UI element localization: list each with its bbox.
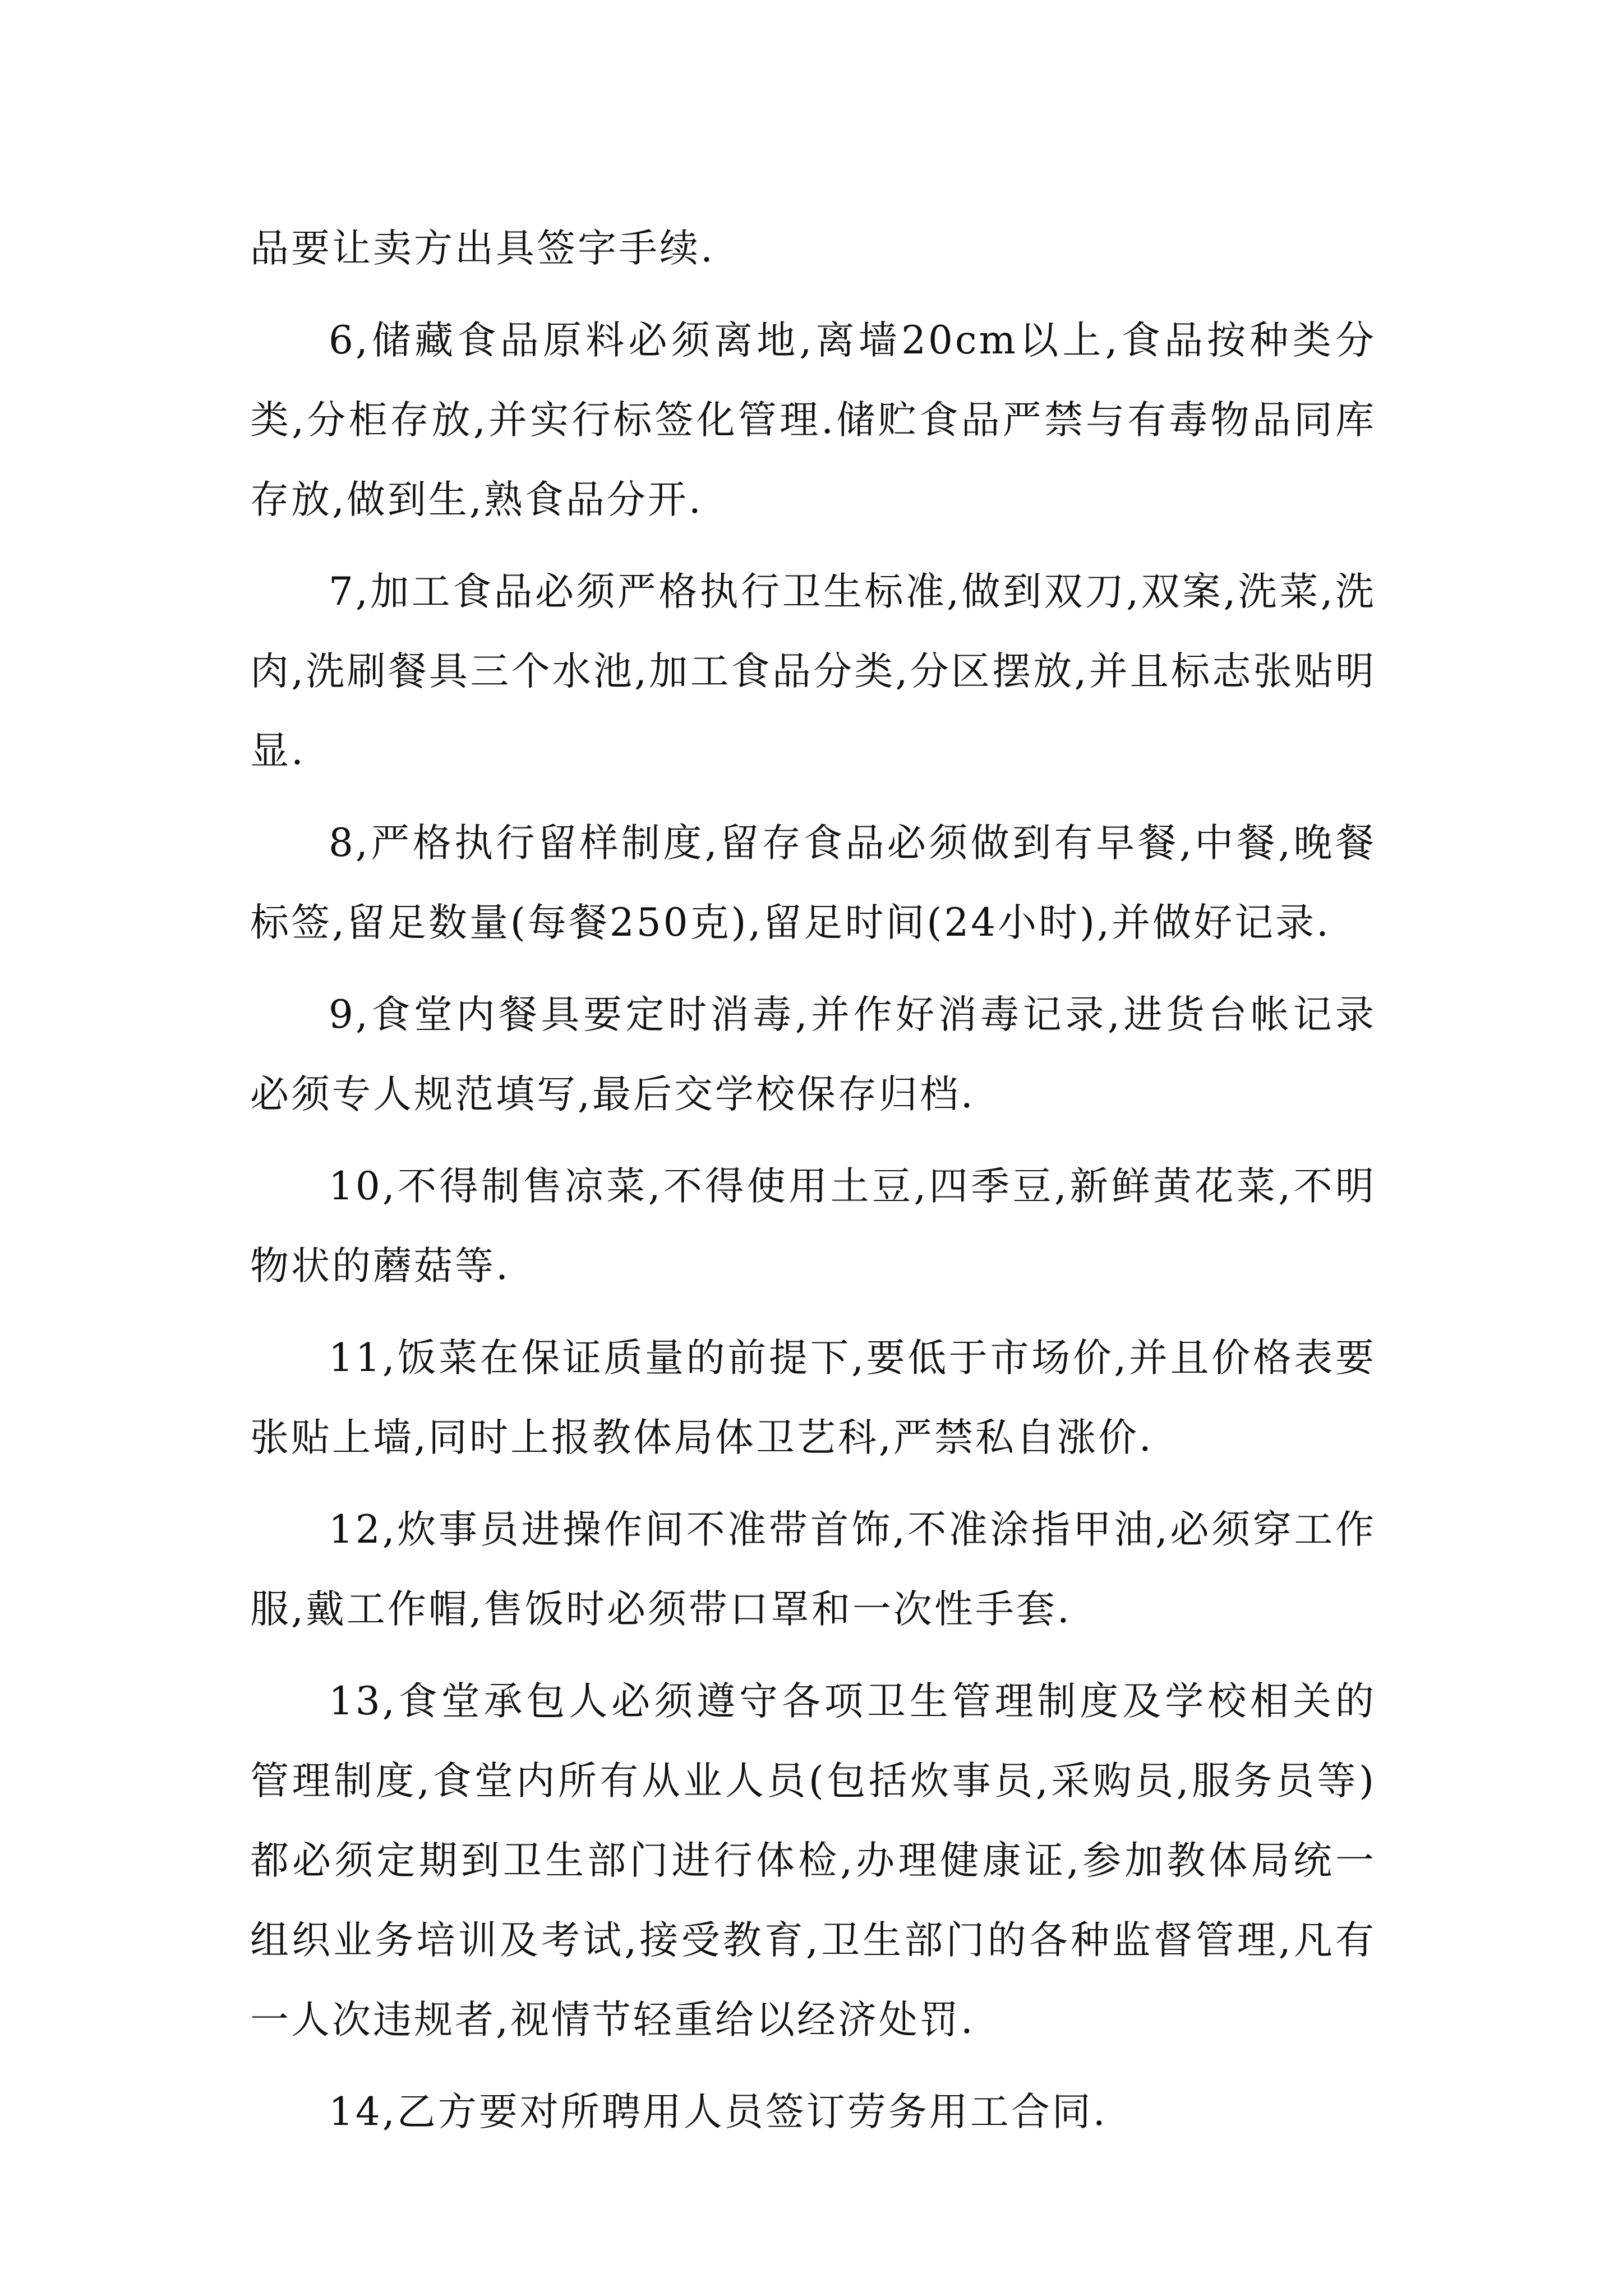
paragraph-item-10: 10,不得制售凉菜,不得使用土豆,四季豆,新鲜黄花菜,不明物状的蘑菇等. bbox=[250, 1164, 1376, 1289]
paragraph-item-11: 11,饭菜在保证质量的前提下,要低于市场价,并且价格表要张贴上墙,同时上报教体局体卫艺科,严禁私自涨价. bbox=[250, 1336, 1376, 1460]
paragraph-item-12: 12,炊事员进操作间不准带首饰,不准涂指甲油,必须穿工作服,戴工作帽,售饭时必须带口罩和一次性手套. bbox=[250, 1507, 1376, 1632]
paragraph-item-8: 8,严格执行留样制度,留存食品必须做到有早餐,中餐,晚餐标签,留足数量(每餐250克),留足时间(24小时),并做好记录. bbox=[250, 821, 1376, 945]
paragraph-item-14: 14,乙方要对所聘用人员签订劳务用工合同. bbox=[329, 2090, 1108, 2134]
paragraph-item-9: 9,食堂内餐具要定时消毒,并作好消毒记录,进货台帐记录必须专人规范填写,最后交学校保存归档. bbox=[250, 992, 1376, 1117]
document-body bbox=[250, 209, 1376, 2164]
paragraph-item-13: 13,食堂承包人必须遵守各项卫生管理制度及学校相关的管理制度,食堂内所有从业人员(包括炊事员,采购员,服务员等)都必须定期到卫生部门进行体检,办理健康证,参加教体局统一组织业务培训及考试,接受教育,卫生部门的各种监督管理,凡有一人次违规者,视情节轻重给以经济处罚. bbox=[250, 1679, 1376, 2042]
paragraph-item-6: 6,储藏食品原料必须离地,离墙20cm以上,食品按种类分类,分柜存放,并实行标签化管理.储贮食品严禁与有毒物品同库存放,做到生,熟食品分开. bbox=[250, 318, 1376, 522]
paragraph-continuation: 品要让卖方出具签字手续. bbox=[250, 226, 715, 271]
paragraph-item-7: 7,加工食品必须严格执行卫生标准,做到双刀,双案,洗菜,洗肉,洗刷餐具三个水池,加工食品分类,分区摆放,并且标志张贴明显. bbox=[250, 569, 1376, 774]
